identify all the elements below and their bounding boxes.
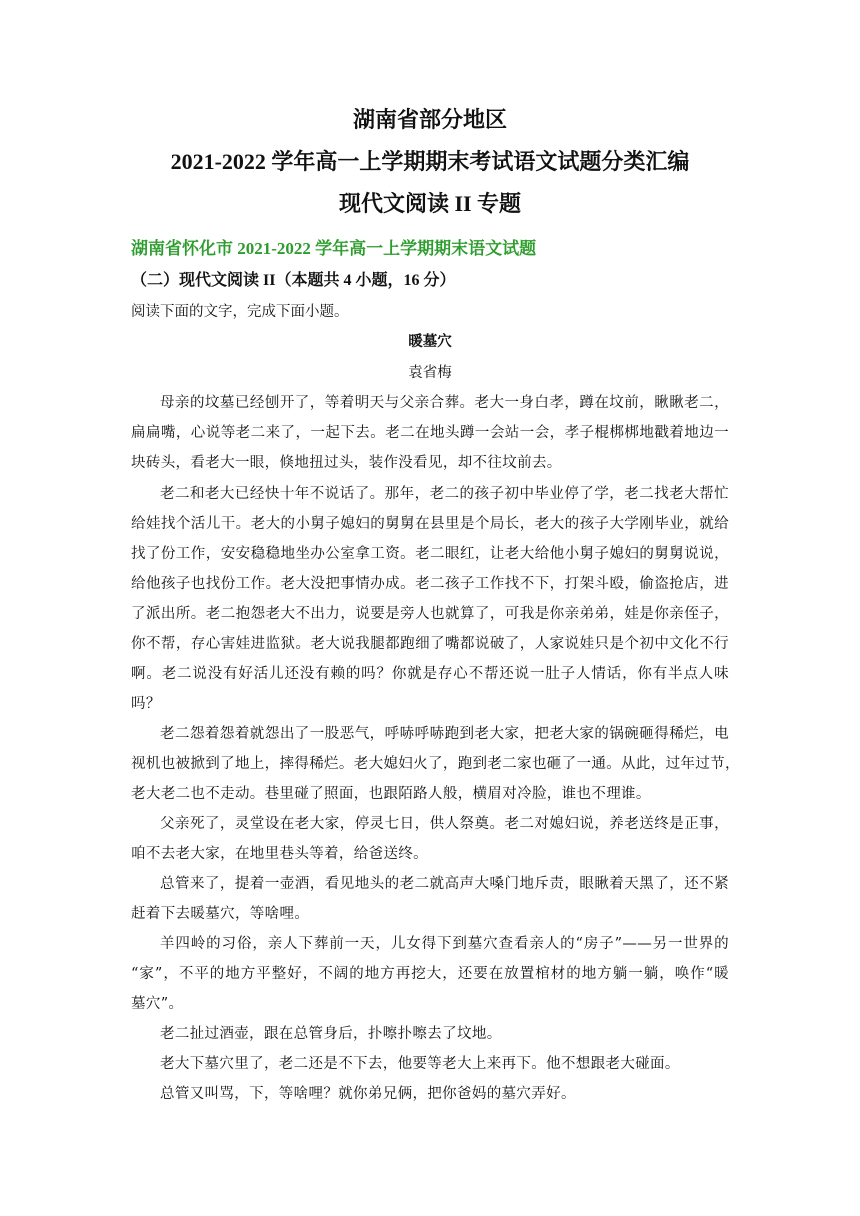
article-line: 母亲的坟墓已经刨开了，等着明天与父亲合葬。老大一身白孝，蹲在坟前，瞅瞅老二， [160,395,729,411]
article-line: 吗？ [131,696,161,712]
article-line: 老大老二也不走动。巷里碰了照面，也跟陌路人般，横眉对冷脸，谁也不理谁。 [131,786,651,802]
article-line: 父亲死了，灵堂设在老大家，停灵七日，供人祭奠。老二对媳妇说，养老送终是正事， [160,816,729,832]
article-line: 找了份工作，安安稳稳地坐办公室拿工资。老二眼红，让老大给他小舅子媳妇的舅舅说说， [131,546,729,562]
document-title-region: 湖南省部分地区 [352,107,507,132]
article-line: 你不帮，存心害娃进监狱。老大说我腿都跑细了嘴都说破了，人家说娃只是个初中文化不行 [131,636,729,652]
document-title-collection: 2021-2022 学年高一上学期期末考试语文试题分类汇编 [170,149,690,174]
article-line: 老二和老大已经快十年不说话了。那年，老二的孩子初中毕业停了学，老二找老大帮忙 [160,486,729,502]
article-line: 咱不去老大家，在地里巷头等着，给爸送终。 [131,846,428,862]
article-line: 羊四岭的习俗，亲人下葬前一天，儿女得下到墓穴查看亲人的“房子”——另一世界的 [160,936,729,952]
exam-source-heading: 湖南省怀化市 2021-2022 学年高一上学期期末语文试题 [131,239,537,258]
article-line: 视机也被掀到了地上，摔得稀烂。老大媳妇火了，跑到老二家也砸了一通。从此，过年过节， [131,756,740,772]
article-line: 总管又叫骂，下，等啥哩？就你弟兄俩，把你爸妈的墓穴弄好。 [160,1086,576,1102]
section-heading: （二）现代文阅读 II（本题共 4 小题，16 分） [131,272,456,289]
article-line: 了派出所。老二抱怨老大不出力，说要是旁人也就算了，可我是你亲弟弟，娃是你亲侄子， [131,606,729,622]
article-line: 总管来了，提着一壶酒，看见地头的老二就高声大嗓门地斥责，眼瞅着天黑了，还不紧 [160,876,729,892]
document-title-topic: 现代文阅读 II 专题 [338,191,522,216]
article-line: 给娃找个活儿干。老大的小舅子媳妇的舅舅在县里是个局长，老大的孩子大学刚毕业，就给 [131,516,729,532]
article-line: 墓穴”。 [131,996,184,1012]
article-line: 啊。老二说没有好活儿还没有赖的吗？你就是存心不帮还说一肚子人情话，你有半点人味 [131,666,729,682]
article-line: “家”，不平的地方平整好，不阔的地方再挖大，还要在放置棺材的地方躺一躺，唤作“暖 [131,966,729,982]
article-line: 给他孩子也找份工作。老大没把事情办成。老二孩子工作找不下，打架斗殴，偷盗抢店，进 [131,576,729,592]
article-line: 赶着下去暖墓穴，等啥哩。 [131,906,310,922]
article-line: 老二怨着怨着就怨出了一股恶气，呼哧呼哧跑到老大家，把老大家的锅碗砸得稀烂，电 [160,726,729,742]
article-line: 块砖头，看老大一眼，倏地扭过头，装作没看见，却不往坟前去。 [131,455,562,471]
article-author: 袁省梅 [408,365,452,381]
article-line: 老大下墓穴里了，老二还是不下去，他要等老大上来再下。他不想跟老大碰面。 [160,1056,680,1072]
reading-instruction: 阅读下面的文字，完成下面小题。 [131,304,349,320]
article-title: 暖墓穴 [408,333,452,350]
article-line: 扁扁嘴，心说等老二来了，一起下去。老二在地头蹲一会站一会，孝子棍梆梆地戳着地边一 [131,425,729,441]
article-line: 老二扯过酒壶，跟在总管身后，扑嚓扑嚓去了坟地。 [160,1026,502,1042]
